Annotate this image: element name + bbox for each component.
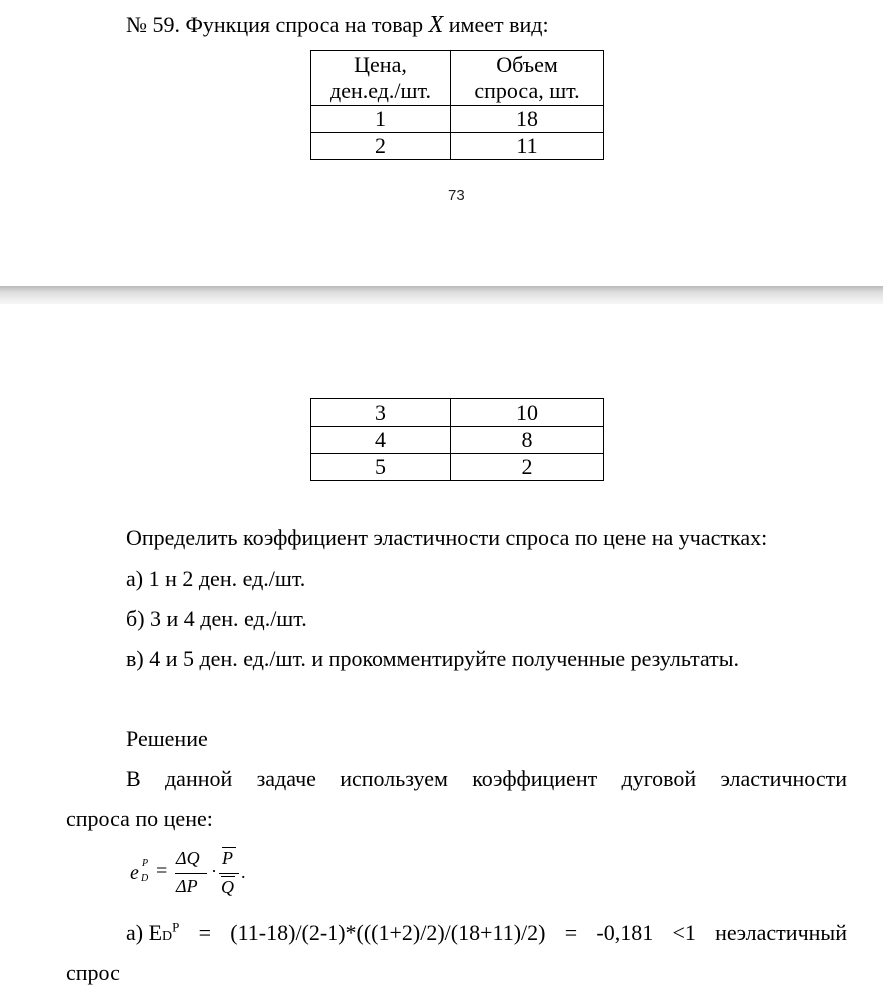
word: неэластичный bbox=[715, 920, 847, 945]
answer-a-prefix: а) E bbox=[126, 920, 163, 945]
formula-num1: ΔQ bbox=[176, 848, 200, 868]
demand-table-top bbox=[310, 50, 604, 160]
word: используем bbox=[340, 766, 448, 791]
word: = bbox=[564, 920, 578, 945]
word: коэффициент bbox=[472, 766, 598, 791]
table-row bbox=[311, 454, 604, 481]
task-item-b: б) 3 и 4 ден. ед./шт. bbox=[126, 606, 307, 631]
word: дуговой bbox=[621, 766, 697, 791]
word: (11-18)/(2-1)*(((1+2)/2)/(18+11)/2) bbox=[230, 920, 546, 945]
table-row bbox=[311, 427, 604, 454]
header-price-line1: Цена, bbox=[354, 52, 407, 77]
header-price-line2: ден.ед./шт. bbox=[330, 78, 431, 103]
table-cell-price: 2 bbox=[311, 133, 451, 160]
word: эластичности bbox=[720, 766, 847, 791]
table-cell-volume: 18 bbox=[451, 106, 604, 133]
header-volume bbox=[451, 51, 604, 106]
task-item-c: в) 4 и 5 ден. ед./шт. и прокомментируйте полученные результаты. bbox=[126, 646, 740, 671]
elasticity-formula bbox=[128, 846, 268, 902]
table-cell-price: 4 bbox=[311, 427, 451, 454]
table-header-row bbox=[311, 51, 604, 106]
table-cell-volume: 11 bbox=[451, 133, 604, 160]
formula-lhs-sup: P bbox=[142, 858, 149, 869]
table-cell-volume: 2 bbox=[451, 454, 604, 481]
table-row bbox=[311, 106, 604, 133]
formula-den1: ΔP bbox=[176, 876, 198, 896]
answer-a-label bbox=[126, 920, 179, 950]
problem-title-prefix: № 59. Функция спроса на товар bbox=[126, 12, 424, 37]
table-cell-price: 1 bbox=[311, 106, 451, 133]
word: В bbox=[126, 766, 141, 791]
page-number: 73 bbox=[448, 187, 465, 204]
word: = bbox=[198, 920, 212, 945]
task-intro: Определить коэффициент эластичности спроса по цене на участках: bbox=[126, 525, 768, 550]
table-cell-volume: 10 bbox=[451, 399, 604, 427]
formula-dot: · bbox=[211, 861, 217, 881]
answer-a-sup: P bbox=[172, 919, 180, 935]
formula-equals: = bbox=[156, 860, 168, 882]
table-cell-price: 3 bbox=[311, 399, 451, 427]
solution-paragraph-line2: спроса по цене: bbox=[66, 806, 213, 831]
header-volume-line1: Объем bbox=[496, 52, 558, 77]
fraction-bar-2 bbox=[219, 873, 239, 874]
table-cell-volume: 8 bbox=[451, 427, 604, 454]
page-separator bbox=[0, 286, 883, 304]
table-row bbox=[311, 399, 604, 427]
answer-a-line2: спрос bbox=[66, 960, 120, 985]
header-price bbox=[311, 51, 451, 106]
word: задаче bbox=[256, 766, 316, 791]
fraction-bar-1 bbox=[175, 873, 207, 874]
formula-lhs-sub: D bbox=[141, 873, 149, 884]
formula-num2: P bbox=[222, 848, 233, 868]
word: <1 bbox=[672, 920, 696, 945]
formula-end: . bbox=[241, 862, 246, 882]
word: данной bbox=[164, 766, 233, 791]
problem-title-variable: X bbox=[428, 12, 444, 38]
demand-table-continued bbox=[310, 398, 604, 481]
answer-a-line1 bbox=[126, 920, 847, 950]
table-row bbox=[311, 133, 604, 160]
formula-lhs: e bbox=[130, 862, 139, 884]
problem-title-suffix: имеет вид: bbox=[448, 12, 549, 37]
word: -0,181 bbox=[596, 920, 654, 945]
solution-heading: Решение bbox=[126, 726, 208, 751]
solution-paragraph-line1 bbox=[126, 766, 847, 792]
problem-title bbox=[126, 12, 549, 38]
header-volume-line2: спроса, шт. bbox=[474, 78, 580, 103]
task-item-a: а) 1 н 2 ден. ед./шт. bbox=[126, 566, 306, 591]
table-cell-price: 5 bbox=[311, 454, 451, 481]
formula-den2: Q bbox=[221, 877, 234, 897]
answer-a-sub: D bbox=[162, 929, 173, 944]
